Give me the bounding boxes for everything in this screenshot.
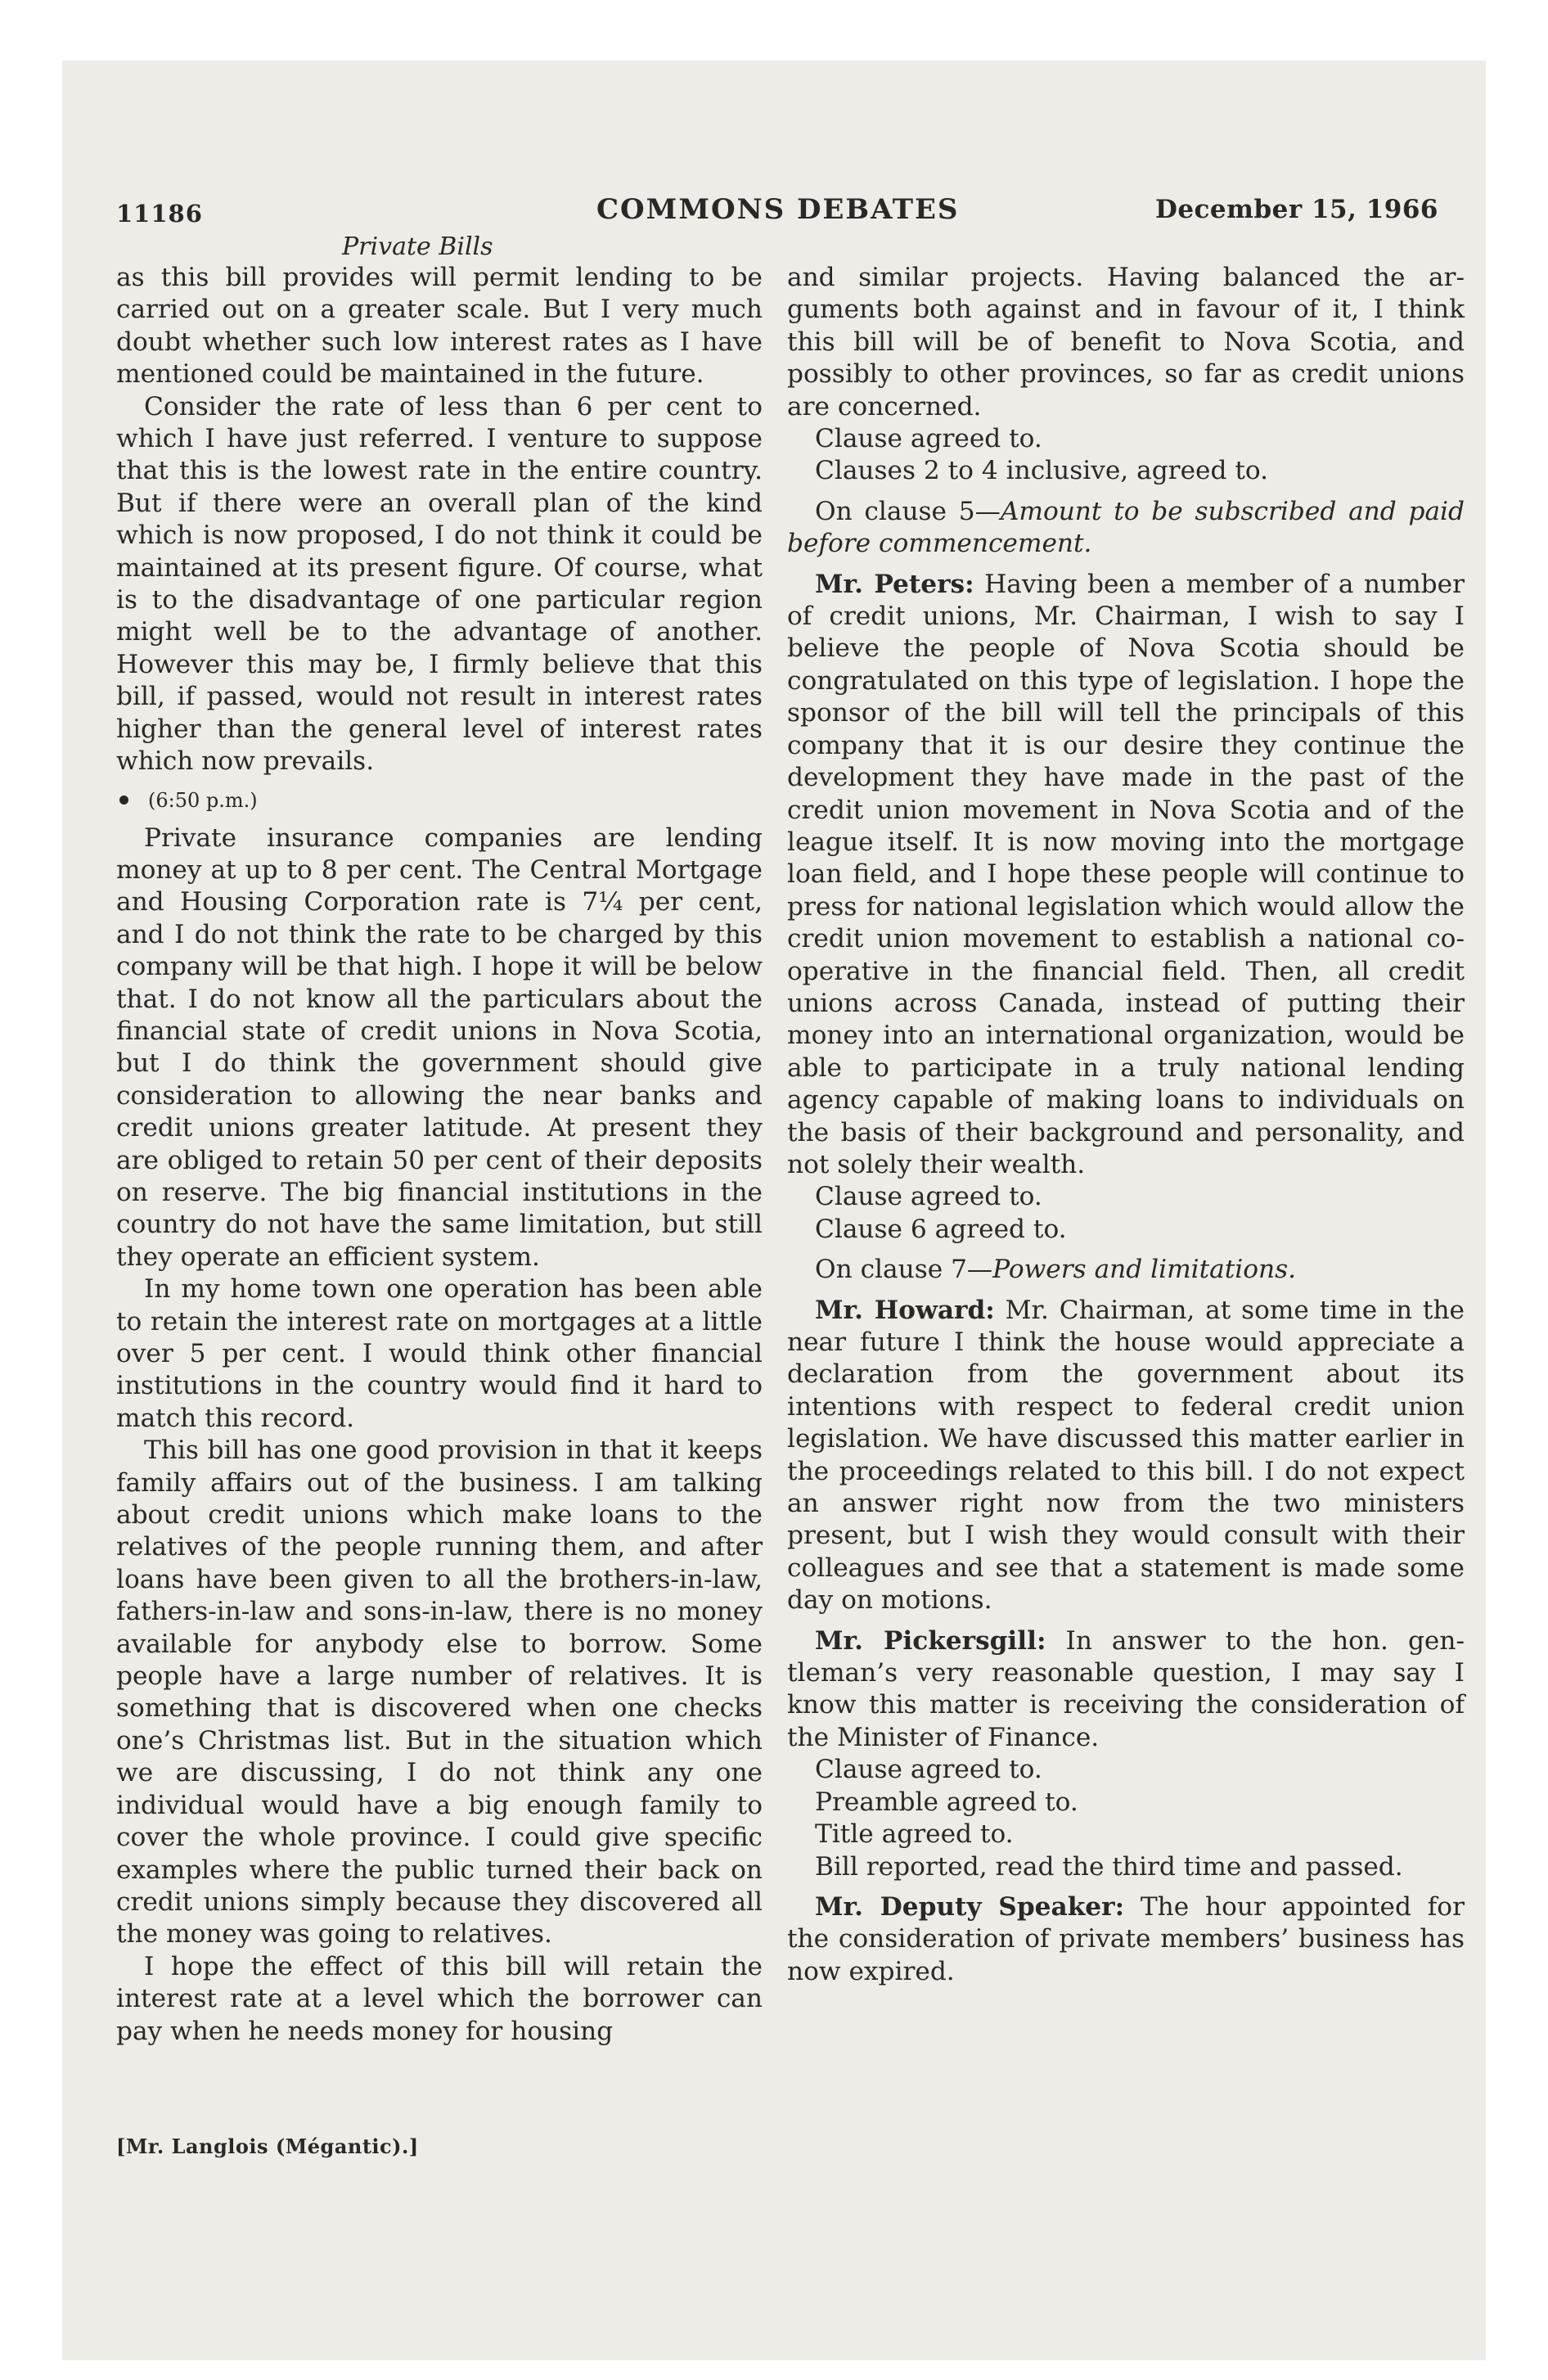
page-number: 11186 [116, 200, 203, 228]
speech-text: The hour appointed for the consideration of private members’ business has now expired. [787, 1891, 1465, 1986]
proceeding-item: Clauses 2 to 4 inclusive, agreed to. [815, 456, 1269, 486]
speech-deputy-speaker [787, 1891, 1465, 1988]
time-marker-text: (6:50 p.m.) [148, 788, 258, 812]
speaker-name: Mr. Pickersgill: [815, 1625, 1046, 1656]
paragraph: In my home town one operation has been able to retain the interest rate on mortgages at a little over 5 per cent. I would think other financial institutions in the country would find it hard to match this record. [116, 1274, 763, 1433]
speaker-attribution: [Mr. Langlois (Mégantic).] [116, 2134, 419, 2158]
speaker-name: Mr. Deputy Speaker: [815, 1891, 1125, 1922]
proceeding-item: Clause 6 agreed to. [815, 1214, 1067, 1244]
proceeding-item: Clause agreed to. [815, 424, 1042, 454]
speech-peters [787, 569, 1465, 1182]
speech-howard [787, 1295, 1465, 1617]
publication-title: COMMONS DEBATES [596, 193, 960, 226]
paragraph: This bill has one good provision in that it keeps family affairs out of the business. I am talking about credit unions which make loans to the relatives of the people running them, and after loans have been given to all the brothers-in-law, fathers-in-law and sons-in-law, there is no money available for anybody else to borrow. Some people have a large number of relatives. It is something that is discovered when one checks one’s Christmas list. But in the situation which we are discussing, I do not think any one individual would have a big enough family to cover the whole province. I could give specific examples where the public turned their back on credit unions simply because they discovered all the money was going to relatives. [116, 1436, 763, 1950]
speaker-name: Mr. Peters: [815, 569, 974, 599]
speech-text: Having been a member of a number of credit unions, Mr. Chairman, I wish to say I believe the people of Nova Scotia should be congratulated on this type of legislation. I hope the sponsor of the bill will tell the principals of this company that it is our desire they continue the development they have made in the past of the credit union movement in Nova Scotia and of the league itself. It is now moving into the mortgage loan field, and I hope these people will continue to press for national legislation which would allow the credit union movement to establish a national co-operative in the financial field. Then, all credit unions across Canada, instead of putting their money into an international organization, would be able to participate in a truly national lending agency capable of making loans to individuals on the basis of their background and personality, and not solely their wealth. [787, 569, 1465, 1179]
speaker-name: Mr. Howard: [815, 1295, 995, 1325]
paragraph: as this bill provides will permit lending to be carried out on a greater scale. But I very much doubt whether such low interest rates as I have mentioned could be maintained in the future. [116, 263, 763, 390]
clause-prefix: On clause 5— [815, 496, 1001, 526]
paragraph: Consider the rate of less than 6 per cent to which I have just referred. I venture to suppose that this is the lowest rate in the entire country. But if there were an overall plan of the kind which is now proposed, I do not think it could be maintained at its present figure. Of course, what is to the disadvantage of one particular region might well be to the advantage of another. However this may be, I firmly believe that this bill, if passed, would not result in interest rates higher than the general level of interest rates which now prevails. [116, 391, 763, 777]
proceeding-item: Clause agreed to. [815, 1182, 1042, 1212]
paragraph: and similar projects. Having balanced the arguments both against and in favour of it, I think this bill will be of benefit to Nova Scotia, and possibly to other provinces, so far as credit unions are concerned. [787, 263, 1465, 421]
paragraph: I hope the effect of this bill will retain the interest rate at a level which the borrower can pay when he needs money for housing [116, 1951, 763, 2046]
page-date: December 15, 1966 [1154, 195, 1438, 224]
speech-text: Mr. Chairman, at some time in the near future I think the house would appreciate a declaration from the government about its intentions with respect to federal credit union legislation. We have discussed this matter earlier in the proceedings related to this bill. I do not expect an answer right now from the two ministers present, but I wish they would consult with their colleagues and see that a statement is made some day on motions. [787, 1295, 1465, 1616]
speech-pickersgill [787, 1625, 1465, 1755]
proceeding-item: Bill reported, read the third time and passed. [815, 1851, 1403, 1882]
proceeding-item: Title agreed to. [815, 1819, 1014, 1850]
proceeding-item: Preamble agreed to. [815, 1787, 1078, 1817]
paragraph: Private insurance companies are lending money at up to 8 per cent. The Central Mortgage and Housing Corporation rate is 7¼ per cent, and I do not think the rate to be charged by this company will be that high. I hope it will be below that. I do not know all the particulars about the financial state of credit unions in Nova Scotia, but I do think the government should give consideration to allowing the near banks and credit unions greater latitude. At present they are obliged to retain 50 per cent of their deposits on reserve. The big financial institutions in the country do not have the same limitation, but still they operate an efficient system. [116, 823, 763, 1272]
proceeding-item: Clause agreed to. [815, 1755, 1042, 1785]
running-head: Private Bills [342, 232, 493, 261]
left-column [116, 262, 763, 2048]
right-column [787, 262, 1465, 1988]
page-header [116, 193, 1438, 234]
clause-title: Amount to be subscribed and paid before commencement. [787, 496, 1465, 559]
clause-title: Powers and limitations. [992, 1255, 1297, 1285]
time-marker [116, 787, 763, 814]
clause-prefix: On clause 7— [815, 1255, 993, 1285]
speech-text: In answer to the hon. gentleman’s very reasonable question, I may say I know this matter is receiving the consideration of the Minister of Finance. [787, 1625, 1465, 1752]
bullet-icon [119, 796, 128, 805]
clause-heading [787, 1254, 1465, 1286]
clause-heading [787, 496, 1465, 561]
